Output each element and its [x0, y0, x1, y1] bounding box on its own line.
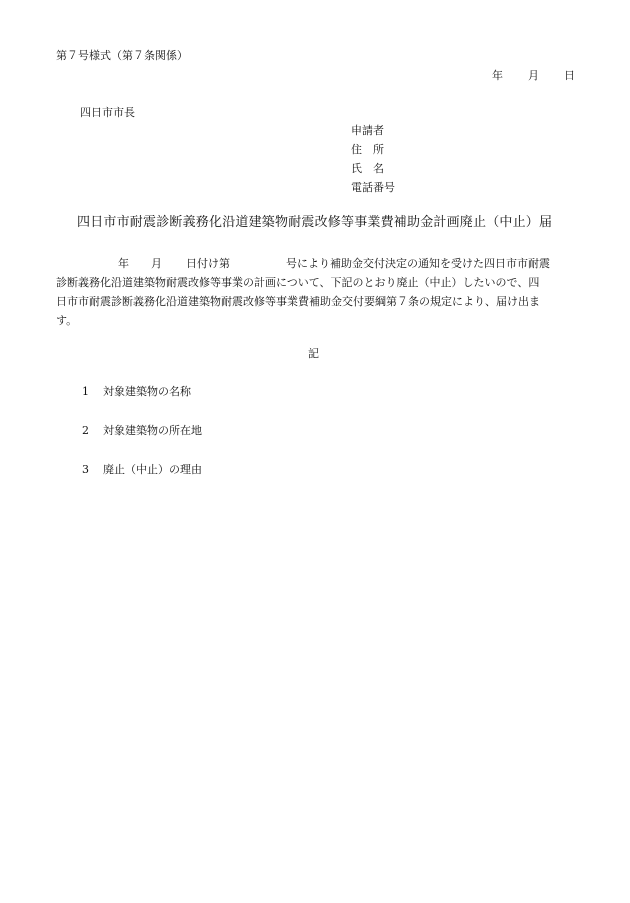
- body-paragraph: [56, 254, 576, 330]
- document-title: 四日市市耐震診断義務化沿道建築物耐震改修等事業費補助金計画廃止（中止）届: [77, 215, 553, 230]
- form-number: 第７号様式（第７条関係）: [56, 49, 188, 62]
- address-label: 住 所: [351, 143, 384, 156]
- name-label: 氏 名: [351, 162, 384, 175]
- phone-label: 電話番号: [351, 181, 395, 194]
- body-month: 月: [151, 257, 162, 270]
- item-number: 1: [82, 385, 89, 398]
- list-item: [82, 425, 202, 464]
- body-line-2: 診断義務化沿道建築物耐震改修等事業の計画について、下記のとおり廃止（中止）したいので、四: [56, 276, 540, 289]
- body-line-1: [56, 254, 576, 273]
- body-line-1-rest: 号により補助金交付決定の通知を受けた四日市市耐震: [286, 257, 550, 270]
- list-item: [82, 464, 202, 503]
- body-day-prefix: 日付け第: [186, 257, 230, 270]
- ki-marker: 記: [308, 347, 319, 360]
- item-list: [82, 386, 202, 503]
- date-year: 年: [492, 69, 503, 82]
- item-number: 3: [82, 463, 89, 476]
- item-label: 対象建築物の名称: [103, 385, 191, 398]
- body-line-4: す。: [56, 314, 78, 327]
- date-day: 日: [564, 69, 575, 82]
- body-line-3: 日市市耐震診断義務化沿道建築物耐震改修等事業費補助金交付要綱第７条の規定により、届け出ま: [56, 295, 540, 308]
- addressee: 四日市市長: [80, 106, 135, 119]
- item-number: 2: [82, 424, 89, 437]
- body-year: 年: [118, 257, 129, 270]
- item-label: 対象建築物の所在地: [103, 424, 202, 437]
- list-item: [82, 386, 202, 425]
- item-label: 廃止（中止）の理由: [103, 463, 202, 476]
- applicant-block: [351, 125, 395, 201]
- date-line: [492, 70, 575, 81]
- applicant-label: 申請者: [351, 124, 384, 137]
- date-month: 月: [528, 69, 539, 82]
